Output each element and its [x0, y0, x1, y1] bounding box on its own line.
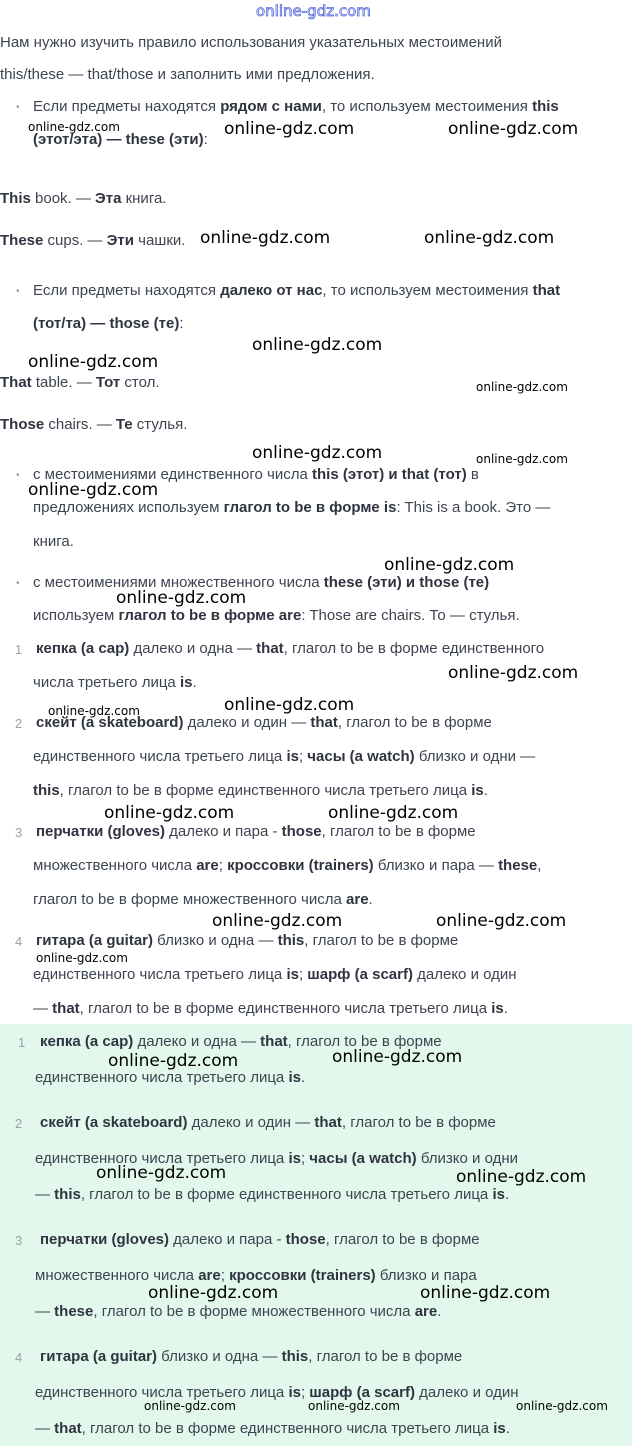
bullet-far-line-1: Если предметы находятся далеко от нас, то используем местоимения that: [33, 282, 561, 299]
bullet-dot: •: [16, 102, 20, 113]
watermark: online-gdz.com: [252, 443, 383, 463]
item-3-line-2: множественного числа are; кроссовки (trainers) близко и пара — these,: [33, 857, 542, 874]
watermark: online-gdz.com: [476, 452, 568, 466]
watermark: online-gdz.com: [436, 911, 567, 931]
item-4-line-3: — that, глагол to be в форме единственного числа третьего лица is.: [33, 1000, 508, 1017]
answer-2-line-3: — this, глагол to be в форме единственного числа третьего лица is.: [35, 1186, 510, 1203]
answer-3-line-1: перчатки (gloves) далеко и пара - those, глагол to be в форме: [40, 1231, 480, 1248]
watermark: online-gdz.com: [104, 803, 235, 823]
watermark: online-gdz.com: [212, 911, 343, 931]
top-watermark: online-gdz.com: [256, 2, 371, 20]
watermark: online-gdz.com: [516, 1399, 608, 1413]
item-number: 3: [15, 825, 23, 840]
watermark: online-gdz.com: [28, 120, 120, 134]
item-number: 4: [15, 934, 23, 949]
watermark: online-gdz.com: [116, 588, 247, 608]
item-3-line-3: глагол to be в форме множественного числа are.: [33, 891, 373, 908]
bullet-dot: •: [16, 286, 20, 297]
watermark: online-gdz.com: [476, 380, 568, 394]
watermark: online-gdz.com: [200, 228, 331, 248]
watermark: online-gdz.com: [36, 951, 128, 965]
bullet-plural-line-1: с местоимениями множественного числа these (эти) и those (те): [33, 574, 490, 591]
watermark: online-gdz.com: [148, 1283, 279, 1303]
answer-4-line-3: — that, глагол to be в форме единственного числа третьего лица is.: [35, 1420, 510, 1437]
item-2-line-2: единственного числа третьего лица is; часы (a watch) близко и одни —: [33, 748, 536, 765]
watermark: online-gdz.com: [252, 335, 383, 355]
watermark: online-gdz.com: [448, 663, 579, 683]
answer-number: 1: [18, 1035, 26, 1050]
watermark: online-gdz.com: [28, 480, 159, 500]
watermark: online-gdz.com: [328, 803, 459, 823]
answer-number: 3: [15, 1233, 23, 1248]
answer-2-line-1: скейт (a skateboard) далеко и один — that, глагол to be в форме: [40, 1114, 496, 1131]
item-1-line-2: числа третьего лица is.: [33, 674, 197, 691]
item-2-line-1: скейт (a skateboard) далеко и один — that, глагол to be в форме: [36, 714, 492, 731]
answer-3-line-3: — these, глагол to be в форме множественного числа are.: [35, 1303, 442, 1320]
answer-number: 4: [15, 1350, 23, 1365]
bullet-dot: •: [16, 578, 20, 589]
answer-2-line-2: единственного числа третьего лица is; часы (a watch) близко и одни: [35, 1150, 518, 1167]
answer-4-line-2: единственного числа третьего лица is; шарф (a scarf) далеко и один: [35, 1384, 519, 1401]
item-3-line-1: перчатки (gloves) далеко и пара - those, глагол to be в форме: [36, 823, 476, 840]
bullet-dot: •: [16, 470, 20, 481]
answer-1-line-2: единственного числа третьего лица is.: [35, 1069, 306, 1086]
watermark: online-gdz.com: [456, 1167, 587, 1187]
answer-1-line-1: кепка (a cap) далеко и одна — that, глагол to be в форме: [40, 1033, 442, 1050]
bullet-plural-line-2: используем глагол to be в форме are: Those are chairs. То — стулья.: [33, 607, 520, 624]
item-4-line-1: гитара (a guitar) близко и одна — this, глагол to be в форме: [36, 932, 459, 949]
watermark: online-gdz.com: [332, 1047, 463, 1067]
answer-3-line-2: множественного числа are; кроссовки (trainers) близко и пара: [35, 1267, 477, 1284]
example-those: Those chairs. — Те стулья.: [0, 416, 188, 433]
watermark: online-gdz.com: [224, 695, 355, 715]
intro-line-2: this/these — that/those и заполнить ими предложения.: [0, 66, 375, 83]
watermark: online-gdz.com: [308, 1399, 400, 1413]
bullet-singular-line-1: с местоимениями единственного числа this (этот) и that (тот) в: [33, 466, 479, 483]
intro-line-1: Нам нужно изучить правило использования указательных местоимений: [0, 34, 502, 51]
watermark: online-gdz.com: [424, 228, 555, 248]
item-4-line-2: единственного числа третьего лица is; шарф (a scarf) далеко и один: [33, 966, 517, 983]
example-that: That table. — Тот стол.: [0, 374, 160, 391]
item-number: 1: [15, 642, 23, 657]
watermark: online-gdz.com: [448, 119, 579, 139]
bullet-far-line-2: (тот/та) — those (те):: [33, 315, 184, 332]
item-number: 2: [15, 716, 23, 731]
answer-4-line-1: гитара (a guitar) близко и одна — this, глагол to be в форме: [40, 1348, 463, 1365]
watermark: online-gdz.com: [28, 352, 159, 372]
bullet-singular-line-3: книга.: [33, 533, 74, 550]
example-these: These cups. — Эти чашки.: [0, 232, 186, 249]
bullet-near-line-1: Если предметы находятся рядом с нами, то используем местоимения this: [33, 98, 559, 115]
bullet-near-line-2: (этот/эта) — these (эти):: [33, 131, 208, 148]
watermark: online-gdz.com: [48, 704, 140, 718]
example-this: This book. — Эта книга.: [0, 190, 167, 207]
answer-number: 2: [15, 1116, 23, 1131]
watermark: online-gdz.com: [420, 1283, 551, 1303]
bullet-singular-line-2: предложениях используем глагол to be в форме is: This is a book. Это —: [33, 499, 551, 516]
watermark: online-gdz.com: [224, 119, 355, 139]
item-1-line-1: кепка (a cap) далеко и одна — that, глагол to be в форме единственного: [36, 640, 545, 657]
watermark: online-gdz.com: [384, 555, 515, 575]
item-2-line-3: this, глагол to be в форме единственного числа третьего лица is.: [33, 782, 488, 799]
watermark: online-gdz.com: [108, 1051, 239, 1071]
watermark: online-gdz.com: [96, 1163, 227, 1183]
watermark: online-gdz.com: [144, 1399, 236, 1413]
